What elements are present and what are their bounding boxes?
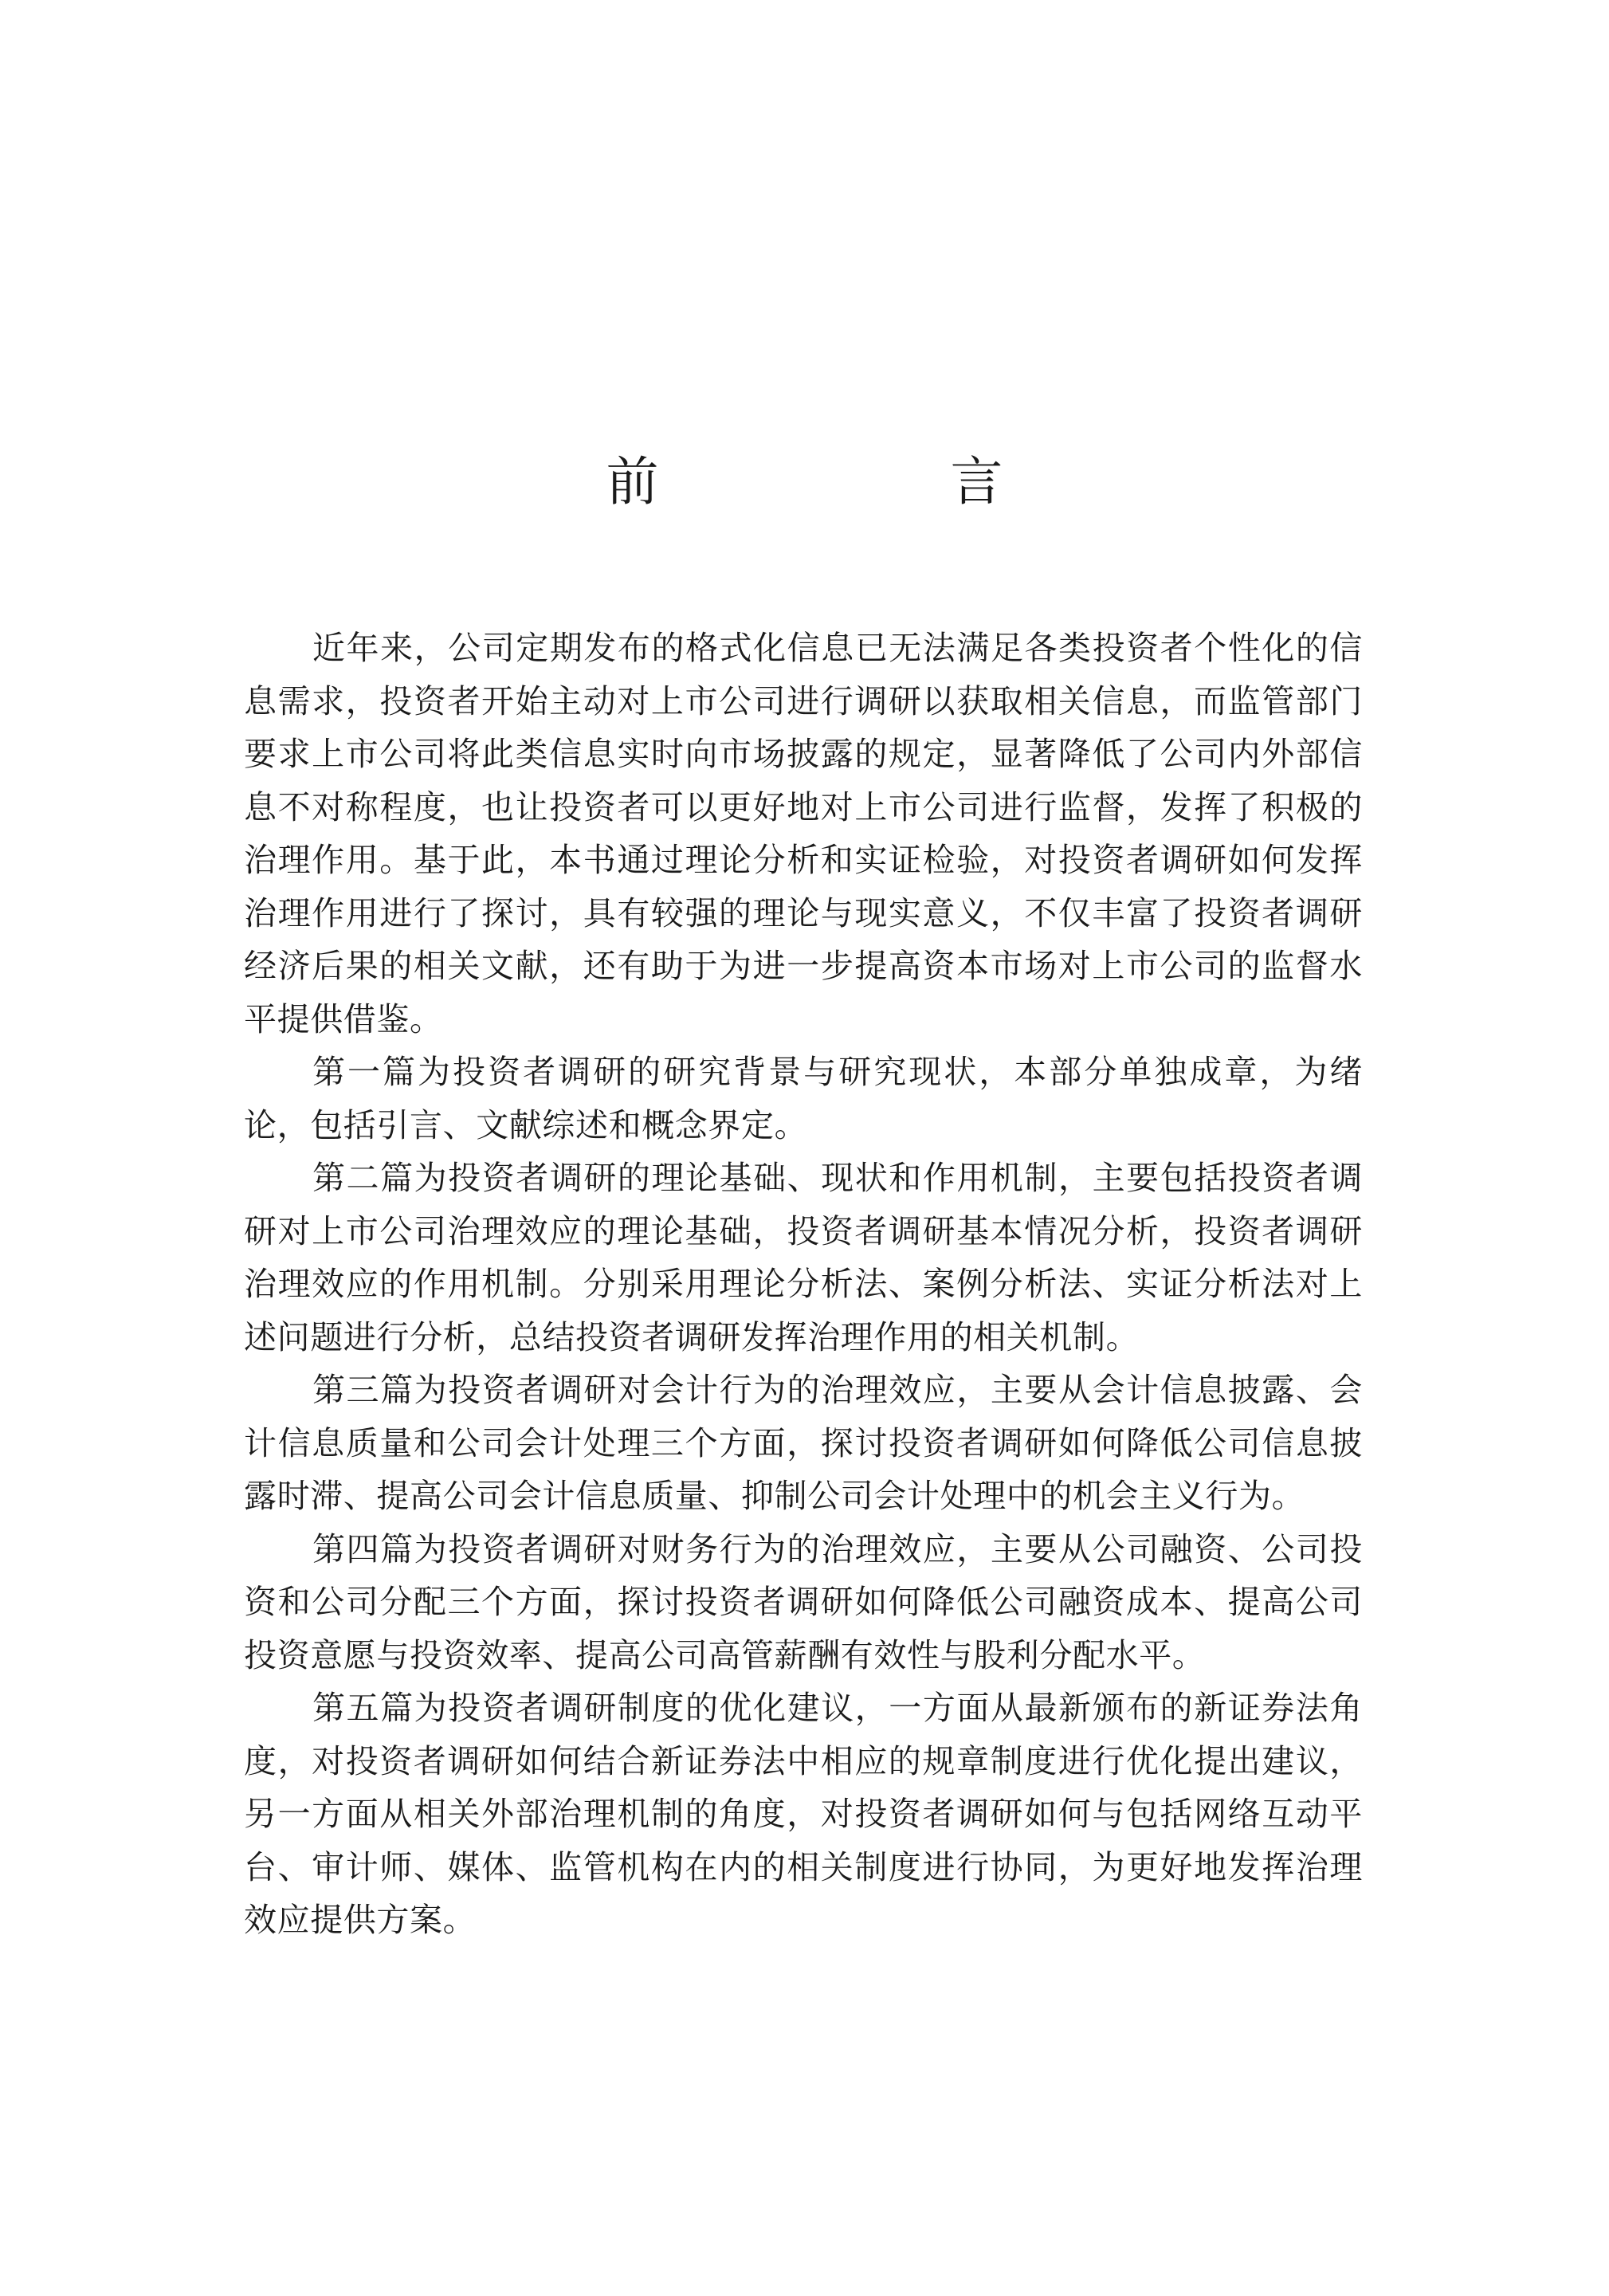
preface-body — [244, 622, 1363, 1947]
paragraph-intro: 近年来，公司定期发布的格式化信息已无法满足各类投资者个性化的信息需求，投资者开始主动对上市公司进行调研以获取相关信息，而监管部门要求上市公司将此类信息实时向市场披露的规定，显著降低了公司内外部信息不对称程度，也让投资者可以更好地对上市公司进行监督，发挥了积极的治理作用。基于此，本书通过理论分析和实证检验，对投资者调研如何发挥治理作用进行了探讨，具有较强的理论与现实意义，不仅丰富了投资者调研经济后果的相关文献，还有助于为进一步提高资本市场对上市公司的监督水平提供借鉴。 — [244, 629, 1363, 1038]
paragraph-part-one: 第一篇为投资者调研的研究背景与研究现状，本部分单独成章，为绪论，包括引言、文献综述和概念界定。 — [244, 1053, 1363, 1144]
paragraph-part-five: 第五篇为投资者调研制度的优化建议，一方面从最新颁布的新证券法角度，对投资者调研如何结合新证券法中相应的规章制度进行优化提出建议，另一方面从相关外部治理机制的角度，对投资者调研如何与包括网络互动平台、审计师、媒体、监管机构在内的相关制度进行协同，为更好地发挥治理效应提供方案。 — [244, 1689, 1363, 1939]
paragraph-part-two: 第二篇为投资者调研的理论基础、现状和作用机制，主要包括投资者调研对上市公司治理效应的理论基础，投资者调研基本情况分析，投资者调研治理效应的作用机制。分别采用理论分析法、案例分析法、实证分析法对上述问题进行分析，总结投资者调研发挥治理作用的相关机制。 — [244, 1159, 1363, 1356]
paragraph-part-three: 第三篇为投资者调研对会计行为的治理效应，主要从会计信息披露、会计信息质量和公司会计处理三个方面，探讨投资者调研如何降低公司信息披露时滞、提高公司会计信息质量、抑制公司会计处理中的机会主义行为。 — [244, 1371, 1363, 1515]
paragraph-part-four: 第四篇为投资者调研对财务行为的治理效应，主要从公司融资、公司投资和公司分配三个方面，探讨投资者调研如何降低公司融资成本、提高公司投资意愿与投资效率、提高公司高管薪酬有效性与股利分配水平。 — [244, 1529, 1363, 1674]
page-title: 前 言 — [606, 451, 1123, 512]
